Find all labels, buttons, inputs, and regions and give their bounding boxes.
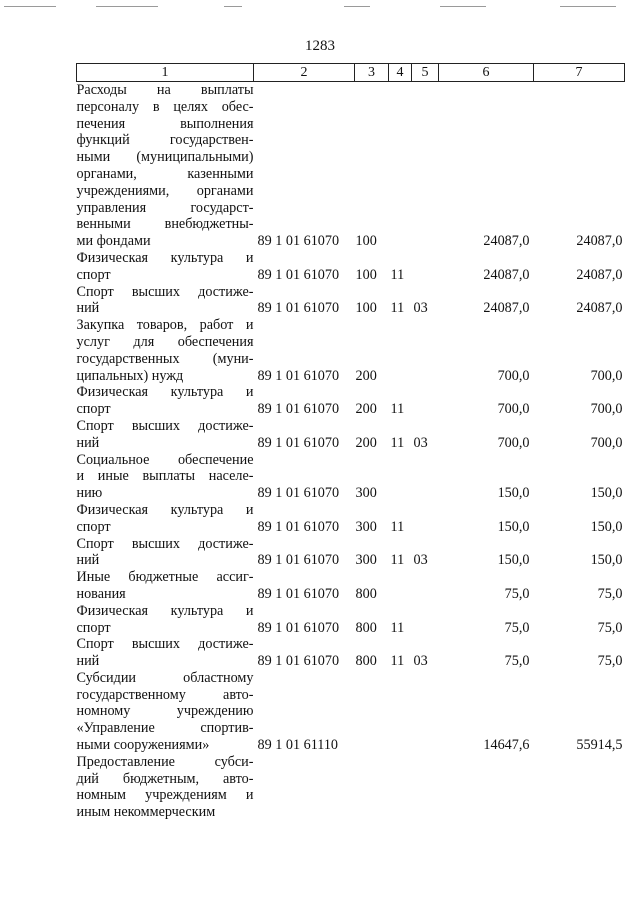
- row-code: 89 1 01 61070: [257, 619, 340, 636]
- header-col-4: 4: [389, 64, 412, 82]
- row-col-4: 11: [390, 300, 405, 317]
- table-row: [77, 569, 625, 603]
- row-col-3: 300: [355, 485, 377, 502]
- row-col-6: 24087,0: [483, 266, 530, 283]
- row-col-6: 700,0: [497, 367, 530, 384]
- row-code: 89 1 01 61070: [257, 367, 340, 384]
- row-col-5: [412, 452, 439, 502]
- row-name-line: спорт: [76, 401, 111, 418]
- row-name: [77, 82, 254, 250]
- row-col-4: 11: [390, 518, 405, 535]
- row-col-6: 75,0: [504, 619, 530, 636]
- row-code: 89 1 01 61070: [257, 233, 340, 250]
- row-name-line: Физическая культура и: [76, 501, 254, 518]
- table-row: [77, 284, 625, 318]
- row-col-4: 11: [390, 266, 405, 283]
- row-name: [77, 603, 254, 637]
- row-col-4: 11: [390, 619, 405, 636]
- header-col-2: 2: [254, 64, 355, 82]
- table-row: [77, 670, 625, 754]
- row-name-line: нования: [76, 585, 126, 602]
- row-col-3: 300: [355, 552, 377, 569]
- row-name-line: иным некоммерческим: [76, 804, 216, 821]
- header-col-1: 1: [77, 64, 254, 82]
- row-col-7: [534, 754, 625, 821]
- row-col-3: 200: [355, 367, 377, 384]
- row-name-line: Расходы на выплаты: [76, 82, 254, 98]
- row-col-5: [412, 603, 439, 637]
- table-row: [77, 502, 625, 536]
- row-col-5: [412, 317, 439, 384]
- row-name-line: ными (муниципальными): [76, 149, 254, 166]
- row-name-line: ний: [76, 300, 100, 317]
- row-code: 89 1 01 61070: [257, 552, 340, 569]
- row-name: [77, 636, 254, 670]
- row-col-5: [412, 384, 439, 418]
- row-name-line: Физическая культура и: [76, 602, 254, 619]
- row-code: [254, 754, 355, 821]
- row-col-7: 55914,5: [576, 737, 623, 754]
- scan-edge-artifact: [0, 0, 640, 14]
- row-col-6: 700,0: [497, 434, 530, 451]
- row-name-line: Социальное обеспечение: [76, 451, 254, 468]
- row-name: [77, 569, 254, 603]
- table-row: [77, 603, 625, 637]
- row-col-7: 150,0: [590, 485, 623, 502]
- row-col-3: 100: [355, 300, 377, 317]
- header-col-7: 7: [534, 64, 625, 82]
- row-col-6: 150,0: [497, 518, 530, 535]
- row-name-line: Спорт высших достиже-: [76, 636, 254, 653]
- header-col-5: 5: [412, 64, 439, 82]
- row-code: 89 1 01 61070: [257, 485, 340, 502]
- row-col-3: [355, 754, 389, 821]
- row-col-3: 200: [355, 401, 377, 418]
- row-col-5: [412, 82, 439, 250]
- row-name-line: и иные выплаты населе-: [76, 468, 254, 485]
- row-col-7: 700,0: [590, 401, 623, 418]
- row-name-line: ний: [76, 653, 100, 670]
- row-name-line: Физическая культура и: [76, 384, 254, 401]
- row-name-line: государственному авто-: [76, 686, 254, 703]
- row-name: [77, 317, 254, 384]
- row-col-3: 300: [355, 518, 377, 535]
- row-col-6: 24087,0: [483, 233, 530, 250]
- row-name-line: Спорт высших достиже-: [76, 283, 254, 300]
- row-name-line: Иные бюджетные ассиг-: [76, 569, 254, 586]
- row-col-7: 150,0: [590, 552, 623, 569]
- row-name-line: номным учреждениям и: [76, 787, 254, 804]
- row-code: 89 1 01 61070: [257, 434, 340, 451]
- row-name-line: Предоставление субси-: [76, 753, 254, 770]
- row-col-4: [389, 569, 412, 603]
- table-row: [77, 82, 625, 250]
- row-name-line: спорт: [76, 518, 111, 535]
- row-name-line: Спорт высших достиже-: [76, 417, 254, 434]
- row-col-7: 75,0: [597, 653, 623, 670]
- row-col-7: 24087,0: [576, 233, 623, 250]
- row-name-line: ципальных) нужд: [76, 367, 184, 384]
- row-col-5: [412, 502, 439, 536]
- row-col-4: [389, 754, 412, 821]
- row-col-5: 03: [413, 300, 428, 317]
- row-name: [77, 284, 254, 318]
- row-name-line: Спорт высших достиже-: [76, 535, 254, 552]
- row-code: 89 1 01 61070: [257, 585, 340, 602]
- row-col-7: 150,0: [590, 518, 623, 535]
- table-body: [77, 82, 625, 822]
- row-name-line: управления государст-: [76, 199, 254, 216]
- row-col-4: [389, 452, 412, 502]
- row-col-5: [412, 754, 439, 821]
- table-row: [77, 317, 625, 384]
- row-col-4: [389, 82, 412, 250]
- row-code: 89 1 01 61110: [257, 737, 339, 754]
- table-row: [77, 636, 625, 670]
- row-name-line: государственных (муни-: [76, 350, 254, 367]
- row-col-5: 03: [413, 653, 428, 670]
- row-col-5: [412, 569, 439, 603]
- row-col-5: 03: [413, 552, 428, 569]
- row-col-3: 200: [355, 434, 377, 451]
- row-name-line: ми фондами: [76, 233, 151, 250]
- header-row: [77, 64, 625, 82]
- row-name-line: печения выполнения: [76, 115, 254, 132]
- row-name: [77, 452, 254, 502]
- row-name: [77, 418, 254, 452]
- budget-table: [76, 63, 625, 821]
- row-col-4: 11: [390, 552, 405, 569]
- row-col-7: 75,0: [597, 619, 623, 636]
- table-row: [77, 418, 625, 452]
- row-col-4: [389, 670, 412, 754]
- row-name-line: спорт: [76, 266, 111, 283]
- row-name-line: учреждениями, органами: [76, 182, 254, 199]
- row-code: 89 1 01 61070: [257, 300, 340, 317]
- row-col-7: 700,0: [590, 434, 623, 451]
- row-name-line: нию: [76, 485, 103, 502]
- row-name-line: органами, казенными: [76, 165, 254, 182]
- row-col-6: 14647,6: [483, 737, 530, 754]
- row-col-4: [389, 317, 412, 384]
- row-name-line: ний: [76, 552, 100, 569]
- page-number: 1283: [305, 38, 335, 54]
- row-col-5: 03: [413, 434, 428, 451]
- row-col-4: 11: [390, 401, 405, 418]
- row-code: 89 1 01 61070: [257, 653, 340, 670]
- row-col-4: 11: [390, 653, 405, 670]
- row-name-line: спорт: [76, 619, 111, 636]
- row-name-line: ными сооружениями»: [76, 737, 210, 754]
- row-name: [77, 754, 254, 821]
- row-name-line: венными внебюджетны-: [76, 216, 254, 233]
- row-col-3: 800: [355, 653, 377, 670]
- row-code: 89 1 01 61070: [257, 518, 340, 535]
- table-row: [77, 754, 625, 821]
- row-name-line: ний: [76, 434, 100, 451]
- row-code: 89 1 01 61070: [257, 401, 340, 418]
- row-name-line: персоналу в целях обес-: [76, 98, 254, 115]
- row-col-3: 800: [355, 619, 377, 636]
- header-col-6: 6: [439, 64, 534, 82]
- row-col-7: 75,0: [597, 585, 623, 602]
- row-name: [77, 502, 254, 536]
- row-col-6: 75,0: [504, 585, 530, 602]
- row-name: [77, 670, 254, 754]
- row-col-3: 800: [355, 585, 377, 602]
- row-col-6: 150,0: [497, 552, 530, 569]
- row-col-5: [412, 250, 439, 284]
- row-name-line: Субсидии областному: [76, 669, 254, 686]
- row-col-6: 75,0: [504, 653, 530, 670]
- row-col-3: 100: [355, 266, 377, 283]
- row-name-line: номному учреждению: [76, 703, 254, 720]
- row-name: [77, 250, 254, 284]
- row-name: [77, 536, 254, 570]
- row-col-6: 150,0: [497, 485, 530, 502]
- row-name-line: Физическая культура и: [76, 249, 254, 266]
- row-col-7: 24087,0: [576, 300, 623, 317]
- row-name-line: функций государствен-: [76, 132, 254, 149]
- row-name-line: Закупка товаров, работ и: [76, 317, 254, 334]
- row-col-3: [355, 670, 389, 754]
- row-name-line: услуг для обеспечения: [76, 333, 254, 350]
- table-row: [77, 536, 625, 570]
- row-name-line: дий бюджетным, авто-: [76, 770, 254, 787]
- header-col-3: 3: [355, 64, 389, 82]
- row-col-3: 100: [355, 233, 377, 250]
- table-row: [77, 384, 625, 418]
- row-code: 89 1 01 61070: [257, 266, 340, 283]
- row-col-6: [439, 754, 534, 821]
- table-row: [77, 452, 625, 502]
- table-row: [77, 250, 625, 284]
- row-col-6: 700,0: [497, 401, 530, 418]
- row-col-6: 24087,0: [483, 300, 530, 317]
- row-col-7: 24087,0: [576, 266, 623, 283]
- row-col-5: [412, 670, 439, 754]
- row-name-line: «Управление спортив-: [76, 720, 254, 737]
- row-col-4: 11: [390, 434, 405, 451]
- row-name: [77, 384, 254, 418]
- row-col-7: 700,0: [590, 367, 623, 384]
